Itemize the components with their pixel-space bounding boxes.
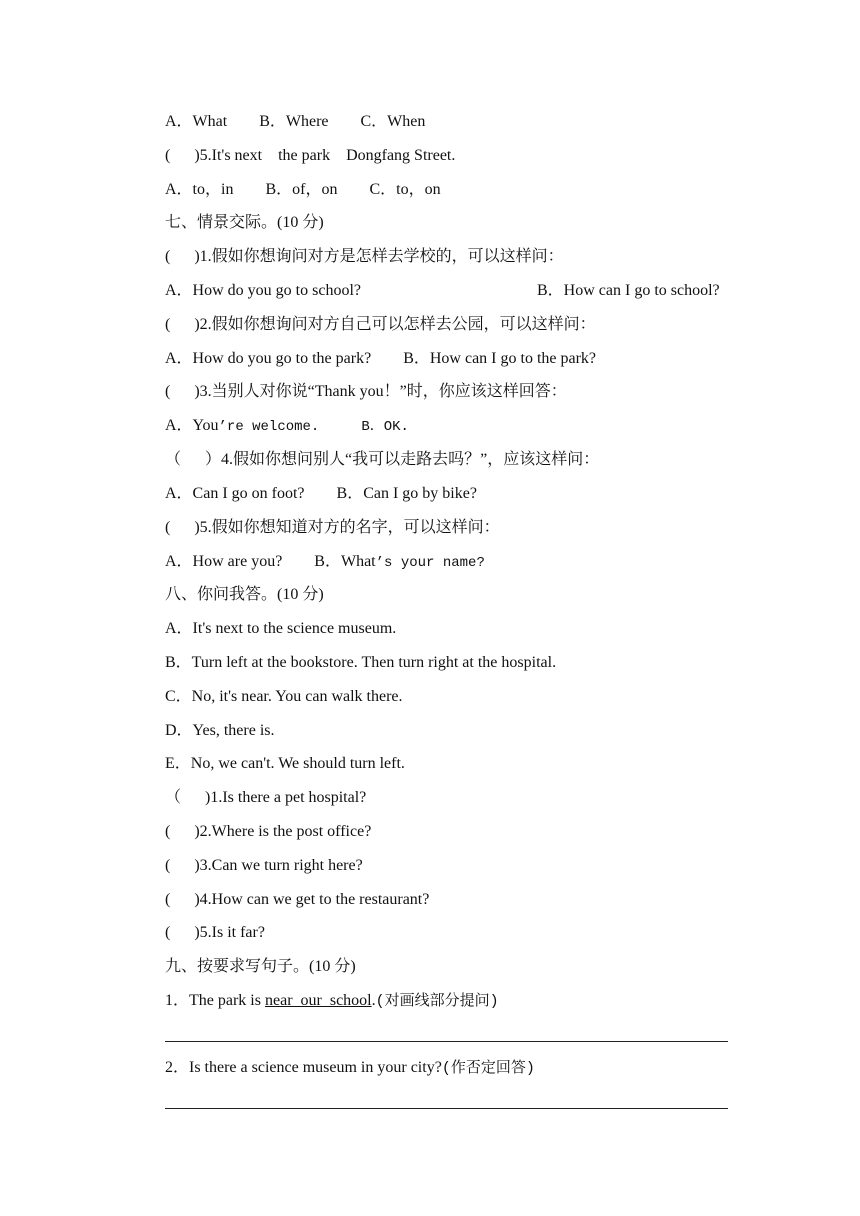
s8-question-5: ( )5.Is it far? xyxy=(165,924,265,941)
s7-q3-option-a-prefix: A．You xyxy=(165,417,219,434)
s7-q5-options-prefix: A．How are you? B．What xyxy=(165,553,376,570)
s8-answer-b: B．Turn left at the bookstore. Then turn right at the hospital. xyxy=(165,654,557,671)
s9-q1-suffix: . xyxy=(371,992,376,1009)
s9-q1-underlined: near our school xyxy=(264,992,372,1009)
s7-q5-stem: ( )5.假如你想知道对方的名字，可以这样问： xyxy=(165,519,500,536)
s8-answer-a: A．It's next to the science museum. xyxy=(165,620,397,637)
s9-q2-note: (作否定回答) xyxy=(441,1060,535,1077)
s8-answer-d: D．Yes, there is. xyxy=(165,722,275,739)
s7-q5-options-rest: ’s your name? xyxy=(375,555,485,571)
s7-q4-stem: （ ）4.假如你想问别人“我可以走路去吗？”，应该这样问： xyxy=(165,451,600,468)
s7-q3-options xyxy=(165,416,409,437)
s8-question-4: ( )4.How can we get to the restaurant? xyxy=(165,891,430,908)
section9-heading: 九、按要求写句子。(10 分) xyxy=(165,958,356,975)
s6-q4-options: A．What B．Where C．When xyxy=(165,113,426,130)
s8-question-1: （ )1.Is there a pet hospital? xyxy=(165,789,367,806)
s7-q5-options xyxy=(165,552,485,573)
s6-q5-stem: ( )5.It's next the park Dongfang Street. xyxy=(165,147,456,164)
s9-q2-answer-line[interactable] xyxy=(165,1108,728,1109)
s7-q2-options: A．How do you go to the park? B．How can I go to the park? xyxy=(165,350,597,367)
s9-q1 xyxy=(165,991,499,1012)
s8-question-3: ( )3.Can we turn right here? xyxy=(165,857,363,874)
s6-q5-options: A．to，in B．of，on C．to，on xyxy=(165,181,441,198)
s7-q3-stem: ( )3.当别人对你说“Thank you！”时，你应该这样回答： xyxy=(165,383,567,400)
s7-q4-options: A．Can I go on foot? B．Can I go by bike? xyxy=(165,485,477,502)
s8-answer-e: E．No, we can't. We should turn left. xyxy=(165,755,405,772)
s8-question-2: ( )2.Where is the post office? xyxy=(165,823,372,840)
s7-q3-options-rest: ’re welcome. B．OK. xyxy=(218,419,409,435)
s7-q1-option-a: A．How do you go to school? xyxy=(165,282,361,299)
s9-q1-note: (对画线部分提问) xyxy=(375,993,499,1010)
s9-q2 xyxy=(165,1058,535,1079)
s7-q2-stem: ( )2.假如你想询问对方自己可以怎样去公园，可以这样问： xyxy=(165,316,596,333)
section7-heading: 七、情景交际。(10 分) xyxy=(165,214,324,231)
s9-q1-prefix: 1．The park is xyxy=(165,992,265,1009)
s8-answer-c: C．No, it's near. You can walk there. xyxy=(165,688,403,705)
s7-q1-option-b: B．How can I go to school? xyxy=(537,282,720,299)
s9-q1-answer-line[interactable] xyxy=(165,1041,728,1042)
section8-heading: 八、你问我答。(10 分) xyxy=(165,586,324,603)
s9-q2-text: 2．Is there a science museum in your city? xyxy=(165,1059,442,1076)
s7-q1-stem: ( )1.假如你想询问对方是怎样去学校的，可以这样问： xyxy=(165,248,564,265)
